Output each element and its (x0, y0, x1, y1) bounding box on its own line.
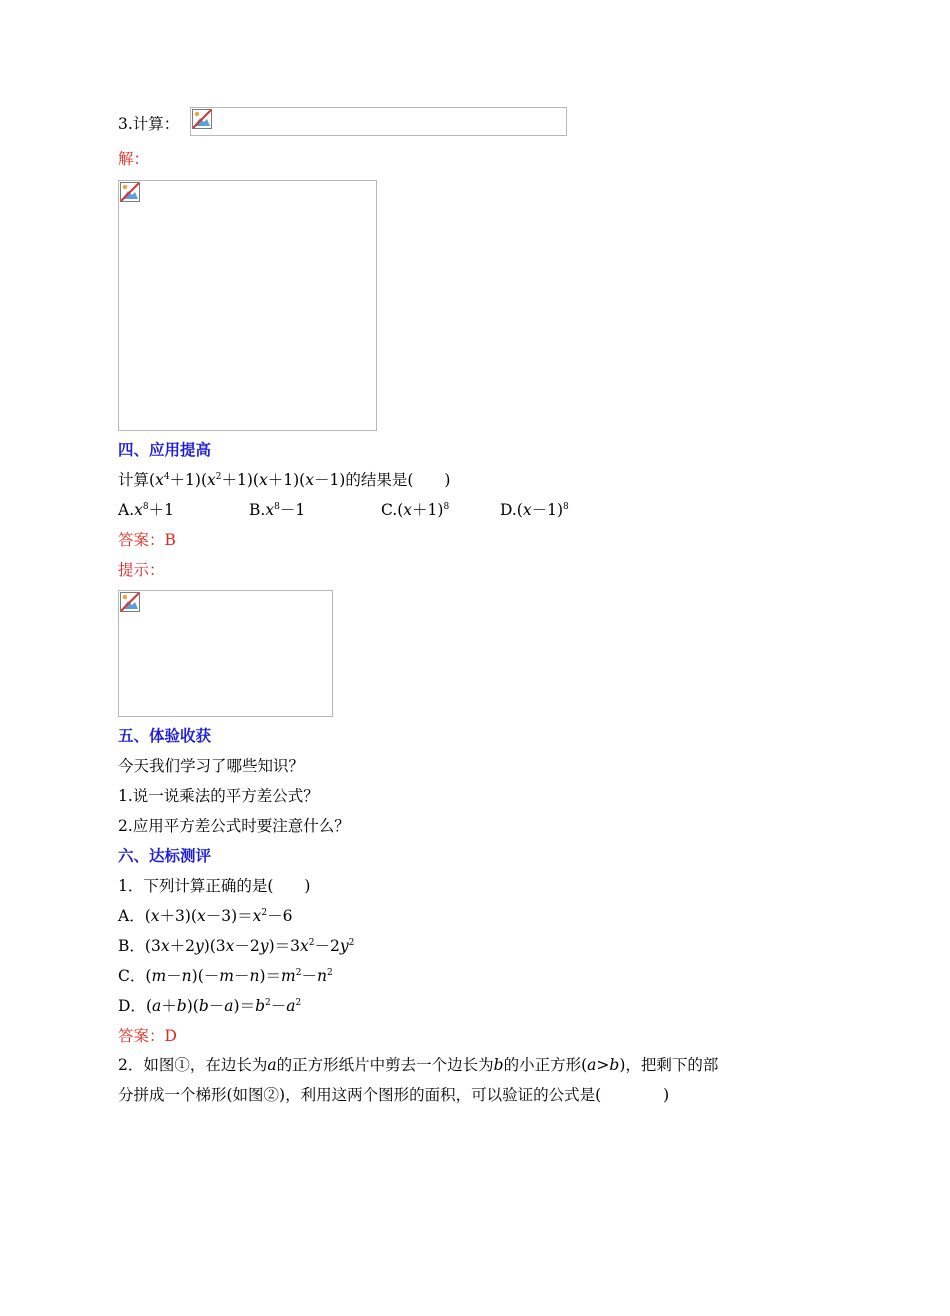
section6-q1-option-c: C．$(m-n)(-m-n)=m^2-n^2$ (118, 967, 333, 985)
section4-option-b: $B.x^8-1$ (249, 501, 306, 519)
q3-solution-image (118, 180, 377, 431)
section4-title: 四、应用提高 (118, 441, 212, 459)
section5-item-2: 2.应用平方差公式时要注意什么？ (118, 817, 350, 835)
section5-item-1: 1.说一说乘法的平方差公式？ (118, 787, 319, 805)
section6-q1-option-d: D．$(a+b)(b-a)=b^2-a^2$ (118, 997, 302, 1015)
section4-option-d: $D.(x-1)^8$ (500, 501, 569, 519)
section6-q2-line1: 2．如图①，在边长为a的正方形纸片中剪去一个边长为b的小正方形(a>b)，把剩下的部 (118, 1056, 719, 1074)
section6-q2-line2: 分拼成一个梯形(如图②)，利用这两个图形的面积，可以验证的公式是( ) (118, 1086, 670, 1104)
section5-title: 五、体验收获 (118, 727, 212, 745)
section6-q1-answer: 答案：D (118, 1027, 177, 1045)
broken-image-icon (192, 109, 212, 129)
broken-image-icon (120, 182, 140, 202)
section4-hint-image (118, 590, 333, 717)
section6-q1-stem: 1．下列计算正确的是( ) (118, 877, 311, 895)
q3-solution-label: 解： (118, 150, 150, 168)
section6-q1-option-a: A．$(x+3)(x-3)=x^2-6$ (118, 907, 293, 925)
section6-title: 六、达标测评 (118, 847, 212, 865)
q3-prefix: 3.计算： (118, 115, 180, 133)
section4-option-a: $A.x^8+1$ (118, 501, 174, 519)
section4-question: 计算$(x^4+1)(x^2+1)(x+1)(x-1)$的结果是( ) (118, 471, 451, 489)
section6-q1-option-b: B．$(3x+2y)(3x-2y)=3x^2-2y^2$ (118, 937, 355, 955)
section4-answer: 答案：B (118, 531, 176, 549)
q3-formula-image (190, 107, 567, 136)
q3-prompt (118, 114, 179, 134)
broken-image-icon (120, 592, 140, 612)
section5-intro: 今天我们学习了哪些知识？ (118, 757, 305, 775)
section4-option-c: $C.(x+1)^8$ (381, 501, 450, 519)
section4-hint-label: 提示： (118, 561, 165, 579)
